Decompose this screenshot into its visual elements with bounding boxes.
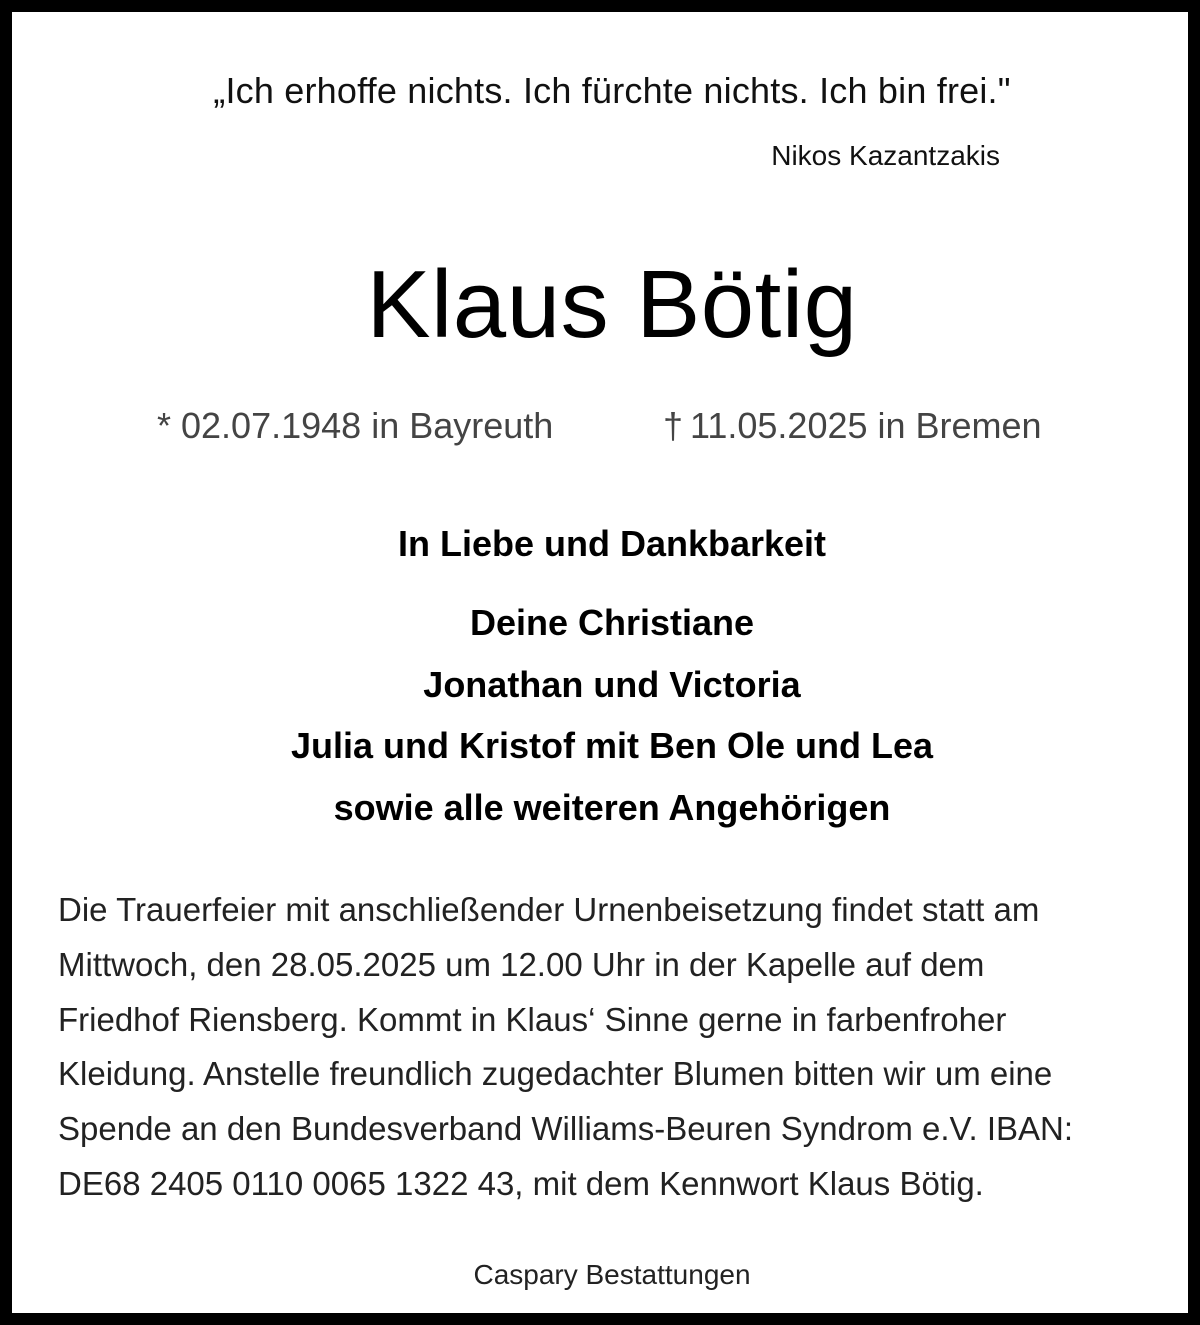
mourner-line: Deine Christiane [469, 602, 755, 643]
epigraph-author: Nikos Kazantzakis [771, 140, 1000, 171]
deceased-name: Klaus Bötig [366, 251, 858, 358]
death-date: 11.05.2025 in Bremen [690, 405, 1042, 446]
dedication-line: In Liebe und Dankbarkeit [397, 523, 827, 564]
notice-line: DE68 2405 0110 0065 1322 43, mit dem Kennwort Klaus Bötig. [58, 1164, 984, 1202]
funeral-notice [58, 883, 1168, 1212]
mourner-line: Julia und Kristof mit Ben Ole und Lea [290, 725, 934, 766]
undertaker-name: Caspary Bestattungen [473, 1259, 751, 1290]
notice-line: Friedhof Riensberg. Kommt in Klaus‘ Sinne gerne in farbenfroher [58, 1000, 1007, 1038]
birth-date: * 02.07.1948 in Bayreuth [157, 405, 554, 446]
notice-line: Kleidung. Anstelle freundlich zugedachter Blumen bitten wir um eine [58, 1055, 1053, 1093]
notice-line: Die Trauerfeier mit anschließender Urnenbeisetzung findet statt am [58, 891, 1040, 928]
epigraph-quote: „Ich erhoffe nichts. Ich fürchte nichts. Ich bin frei." [213, 70, 1011, 111]
mourners-list [12, 592, 1200, 838]
mourner-line: sowie alle weiteren Angehörigen [333, 786, 891, 828]
mourner-line: Jonathan und Victoria [423, 663, 801, 705]
cross-icon: † [662, 405, 684, 446]
notice-line: Mittwoch, den 28.05.2025 um 12.00 Uhr in der Kapelle auf dem [58, 945, 985, 983]
notice-line: Spende an den Bundesverband Williams-Beuren Syndrom e.V. IBAN: [58, 1110, 1074, 1148]
death-date-group [662, 405, 1042, 447]
